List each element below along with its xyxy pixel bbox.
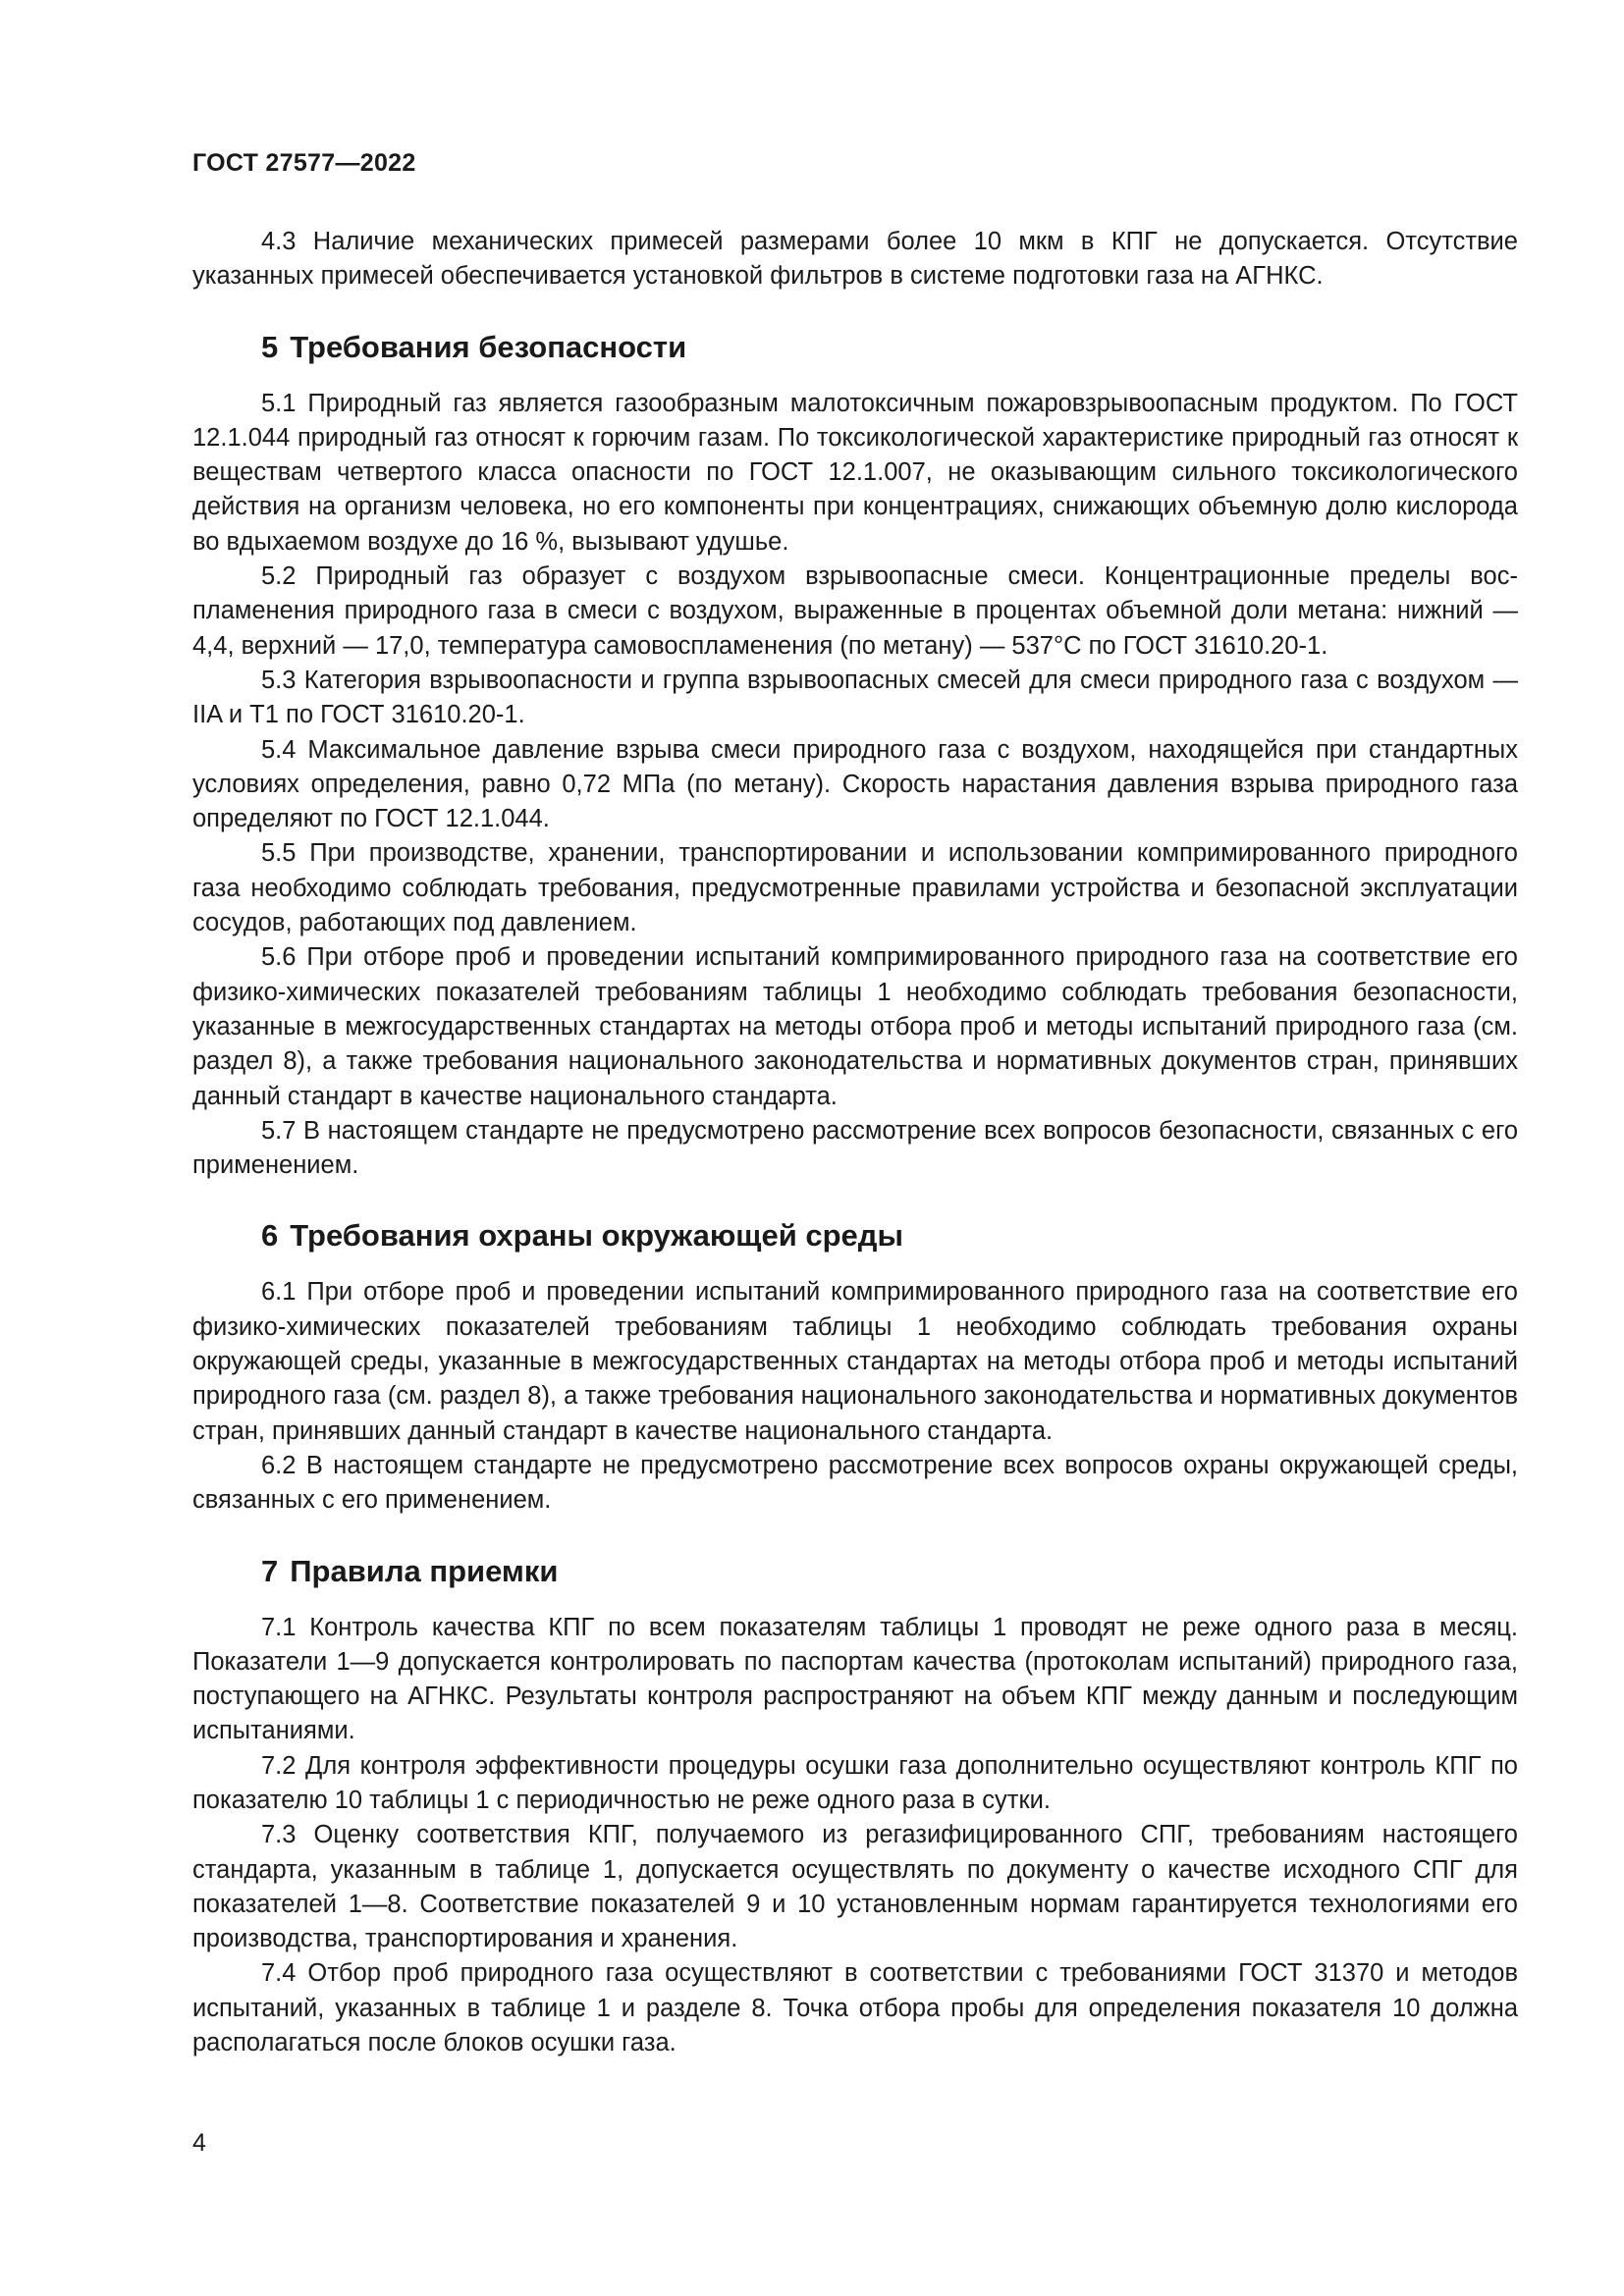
paragraph-5-5: 5.5 При производстве, хранении, транспортировании и использовании компримированного природного газа необходимо соблюдать требования, предусмотренные правилами устройства и безопасной эксплуатации сосудов, работающих под давлением. [192, 839, 1518, 937]
paragraph-7-3: 7.3 Оценку соответствия КПГ, получаемого из регазифицированного СПГ, требованиям настоящего стандарта, указанным в таблице 1, допускается осуществлять по документу о качестве исходного СПГ для показателей 1—8. Соответствие показателей 9 и 10 установленным нормам гарантируется технологиями его производства, транспортирования и хранения. [192, 1821, 1518, 1953]
paragraph-6-2: 6.2 В настоящем стандарте не предусмотрено рассмотрение всех вопросов охраны окружающей среды, связанных с его применением. [192, 1451, 1518, 1515]
section-number: 7 [261, 1553, 279, 1588]
section-number: 5 [261, 329, 279, 364]
paragraph-6-1: 6.1 При отборе проб и проведении испытаний компримированного природного газа на соответствие его физико-химических показателей требованиям таблицы 1 необходимо соблюдать требования охраны окружающей среды, указанные в межгосударственных стандартах на методы отбора проб и методы испытаний природного газа (см. раздел 8), а также требования национального законодательства и нормативных документов стран, принявших данный стандарт в качестве национального стандарта. [192, 1278, 1518, 1445]
document-body [192, 225, 1518, 2060]
paragraph-5-4: 5.4 Максимальное давление взрыва смеси природного газа с воздухом, находящейся при стандартных условиях определения, равно 0,72 МПа (по метану). Скорость нарастания давления взрыва природного газа определяют по ГОСТ 12.1.044. [192, 735, 1518, 833]
paragraph-5-1: 5.1 Природный газ является газообразным малотоксичным пожаровзрывоопасным продуктом. По ГОСТ 12.1.044 природный газ относят к горючим газам. По токсикологической характеристике природный газ относят к веществам четвертого класса опасности по ГОСТ 12.1.007, не оказывающим сильного токсикологического действия на организм человека, но его компоненты при концентрациях, снижающих объемную долю кислорода во вдыхаемом воздухе до 16 %, вызывают удушье. [192, 389, 1518, 556]
page-number: 4 [192, 2129, 206, 2157]
section-number: 6 [261, 1218, 279, 1254]
section-title-5 [192, 328, 1518, 367]
section-title-text: Правила приемки [290, 1553, 559, 1588]
paragraph-5-2: 5.2 Природный газ образует с воздухом взрывоопасные смеси. Концентрационные пределы воспламенения природного газа в смеси с воздухом, выраженные в процентах объемной доли метана: нижний — 4,4, верхний — 17,0, температура самовоспламенения (по метану) — 537°С по ГОСТ 31610.20-1. [192, 562, 1518, 660]
section-title-6 [192, 1216, 1518, 1255]
paragraph-7-1: 7.1 Контроль качества КПГ по всем показателям таблицы 1 проводят не реже одного раза в месяц. Показатели 1—9 допускается контролировать по паспортам качества (протоколам испытаний) природного газа, поступающего на АГНКС. Результаты контроля распространяют на объем КПГ между данным и последующим испытаниями. [192, 1613, 1518, 1745]
paragraph-7-2: 7.2 Для контроля эффективности процедуры осушки газа дополнительно осуществляют контроль КПГ по показателю 10 таблицы 1 с периодичностью не реже одного раза в сутки. [192, 1751, 1518, 1814]
paragraph-7-4: 7.4 Отбор проб природного газа осуществляют в соответствии с требованиями ГОСТ 31370 и методов испытаний, указанных в таблице 1 и разделе 8. Точка отбора пробы для определения показателя 10 должна располагаться после блоков осушки газа. [192, 1959, 1518, 2057]
section-title-text: Требования охраны окружающей среды [290, 1218, 903, 1254]
section-title-text: Требования безопасности [290, 329, 687, 364]
section-title-7 [192, 1552, 1518, 1591]
document-header: ГОСТ 27577—2022 [192, 149, 416, 177]
paragraph-5-6: 5.6 При отборе проб и проведении испытаний компримированного природного газа на соответствие его физико-химических показателей требованиям таблицы 1 необходимо соблюдать требования безопасности, указанные в межгосударственных стандартах на методы отбора проб и методы испытаний природного газа (см. раздел 8), а также требования национального законодательства и нормативных документов стран, принявших данный стандарт в качестве национального стандарта. [192, 943, 1518, 1110]
paragraph-5-3: 5.3 Категория взрывоопасности и группа взрывоопасных смесей для смеси природного газа с воздухом — IIA и Т1 по ГОСТ 31610.20-1. [192, 666, 1518, 729]
paragraph-5-7: 5.7 В настоящем стандарте не предусмотрено рассмотрение всех вопросов безопасности, связанных с его применением. [192, 1116, 1518, 1180]
paragraph-4-3: 4.3 Наличие механических примесей размерами более 10 мкм в КПГ не допускается. Отсутствие указанных примесей обеспечивается установкой фильтров в системе подготовки газа на АГНКС. [192, 228, 1518, 291]
